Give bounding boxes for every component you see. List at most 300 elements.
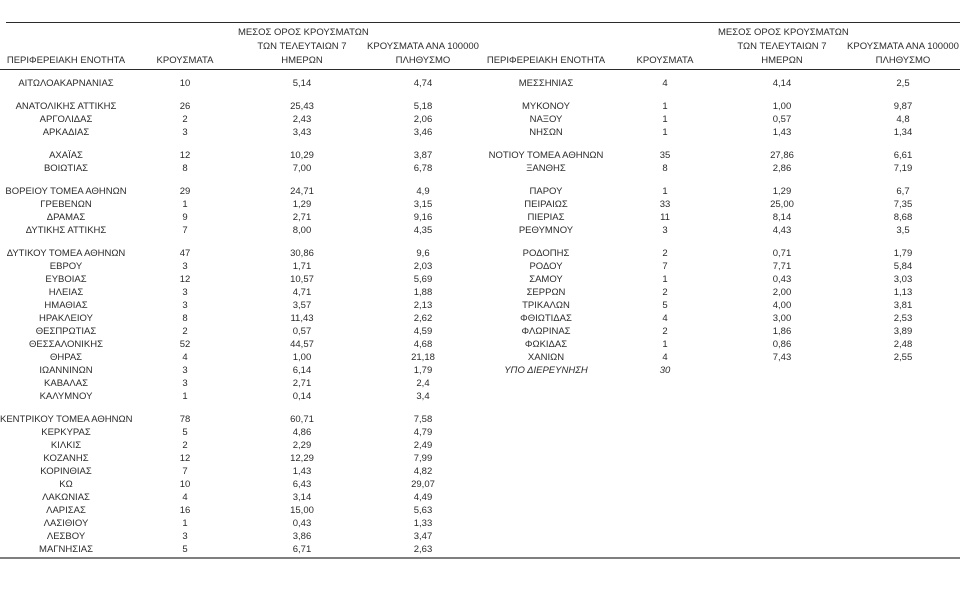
cases-cell-left: 1 [182,199,188,210]
table-row [0,162,960,175]
avg7-cell-right: 1,00 [772,101,792,112]
per100k-cell-left: 2,63 [413,544,433,555]
header-line: ΤΩΝ ΤΕΛΕΥΤΑΙΩΝ 7 [737,41,827,52]
region-name-cell-left: ΛΑΣΙΘΙΟΥ [43,518,89,529]
header-line: ΜΕΣΟΣ ΟΡΟΣ ΚΡΟΥΣΜΑΤΩΝ [718,27,849,38]
cases-cell-left: 5 [182,427,188,438]
per100k-cell-left: 4,59 [413,326,433,337]
cases-cell-right [612,517,718,530]
table-row [0,452,960,465]
header-line: ΗΜΕΡΩΝ [281,55,323,66]
table-row [0,530,960,543]
cases-cell-right [612,530,718,543]
region-name-cell-left: ΚΩ [59,479,73,490]
cases-cell-left: 12 [179,150,191,161]
header-line: ΠΛΗΘΥΣΜΟ [395,55,451,66]
region-name-cell-right: ΦΘΙΩΤΙΔΑΣ [520,313,572,324]
region-name-cell-left: ΚΑΒΑΛΑΣ [44,378,88,389]
table-row [0,517,960,530]
cases-cell-right [612,491,718,504]
per100k-cell-left: 7,99 [413,453,433,464]
cases-cell-right: 1 [662,114,668,125]
per100k-cell-right [846,465,960,478]
header-line: ΜΕΣΟΣ ΟΡΟΣ ΚΡΟΥΣΜΑΤΩΝ [238,27,369,38]
cases-cell-left: 29 [179,186,191,197]
per100k-cell-left: 5,18 [413,101,433,112]
per100k-cell-right [846,377,960,390]
region-name-cell-right [480,413,612,426]
per100k-cell-left: 2,13 [413,300,433,311]
table-row [0,286,960,299]
region-name-cell-right: ΞΑΝΘΗΣ [526,163,566,174]
table-header [0,23,960,70]
header-line: ΠΕΡΙΦΕΡΕΙΑΚΗ ΕΝΟΤΗΤΑ [6,55,126,66]
region-name-cell-left: ΗΛΕΙΑΣ [48,287,84,298]
avg7-cell-right: 7,43 [772,352,792,363]
avg7-cell-left: 5,14 [292,78,312,89]
region-name-cell-right: ΝΟΤΙΟΥ ΤΟΜΕΑ ΑΘΗΝΩΝ [488,150,604,161]
avg7-cell-right: 1,86 [772,326,792,337]
avg7-cell-right: 2,86 [772,163,792,174]
group-gap [0,175,960,185]
avg7-cell-right [718,439,846,452]
per100k-cell-right [846,504,960,517]
region-name-cell-right: ΡΕΘΥΜΝΟΥ [518,225,574,236]
per100k-cell-left: 1,79 [413,365,433,376]
avg7-cell-left: 3,43 [292,127,312,138]
avg7-cell-right [718,530,846,543]
avg7-cell-left: 6,71 [292,544,312,555]
per100k-cell-left: 3,4 [416,391,430,402]
avg7-cell-right [718,504,846,517]
region-name-cell-right [480,377,612,390]
cases-cell-left: 5 [182,544,188,555]
region-name-cell-left: ΓΡΕΒΕΝΩΝ [40,199,92,210]
region-name-cell-right [480,452,612,465]
avg7-cell-right: 2,00 [772,287,792,298]
cases-cell-right: 1 [662,127,668,138]
region-name-cell-left: ΔΥΤΙΚΟΥ ΤΟΜΕΑ ΑΘΗΝΩΝ [6,248,126,259]
cases-cell-left: 7 [182,466,188,477]
region-name-cell-left: ΑΡΚΑΔΙΑΣ [42,127,90,138]
region-name-cell-left: ΗΜΑΘΙΑΣ [44,300,88,311]
avg7-cell-right [718,413,846,426]
cases-cell-left: 47 [179,248,191,259]
avg7-cell-left: 0,14 [292,391,312,402]
avg7-cell-right [718,491,846,504]
cases-cell-right: 4 [662,78,668,89]
header-line: ΚΡΟΥΣΜΑΤΑ ΑΝΑ 100000 [847,41,959,52]
cases-cell-right [612,426,718,439]
region-name-cell-left: ΛΕΣΒΟΥ [46,531,86,542]
per100k-cell-right: 3,03 [893,274,913,285]
cases-cell-left: 78 [179,414,191,425]
table-row [0,211,960,224]
cases-cell-left: 2 [182,114,188,125]
region-name-cell-left: ΚΑΛΥΜΝΟΥ [39,391,93,402]
per100k-cell-left: 3,87 [413,150,433,161]
region-name-cell-left: ΕΒΡΟΥ [49,261,83,272]
cases-cell-left: 3 [182,378,188,389]
avg7-cell-right: 27,86 [770,150,794,161]
per100k-cell-right: 1,79 [893,248,913,259]
per100k-cell-left: 5,69 [413,274,433,285]
header-line: ΚΡΟΥΣΜΑΤΑ [636,55,694,66]
table-row [0,260,960,273]
table-row [0,364,960,377]
per100k-cell-right: 6,61 [893,150,913,161]
avg7-cell-left: 44,57 [290,339,314,350]
per100k-cell-left: 4,35 [413,225,433,236]
avg7-cell-right [718,543,846,556]
per100k-cell-left: 2,06 [413,114,433,125]
per100k-cell-left: 9,6 [416,248,430,259]
region-name-cell-left: ΔΥΤΙΚΗΣ ΑΤΤΙΚΗΣ [25,225,107,236]
per100k-cell-right [846,426,960,439]
per100k-cell-left: 2,49 [413,440,433,451]
col-header-cases-right [612,54,718,68]
avg7-cell-left: 1,71 [292,261,312,272]
header-line: ΚΡΟΥΣΜΑΤΑ [156,55,214,66]
avg7-cell-right: 4,14 [772,78,792,89]
per100k-cell-right: 2,53 [893,313,913,324]
region-name-cell-right: ΧΑΝΙΩΝ [527,352,565,363]
table-row [0,504,960,517]
avg7-cell-left: 4,86 [292,427,312,438]
region-name-cell-left: ΚΟΖΑΝΗΣ [43,453,89,464]
per100k-cell-left: 2,62 [413,313,433,324]
region-name-cell-right: ΠΙΕΡΙΑΣ [527,212,565,223]
region-name-cell-right: ΝΑΞΟΥ [529,114,563,125]
region-name-cell-left: ΑΧΑΪΑΣ [49,150,83,161]
cases-cell-left: 4 [182,352,188,363]
table-row [0,126,960,139]
avg7-cell-right [718,364,846,377]
col-header-avg7-right [718,26,849,68]
per100k-cell-left: 2,4 [416,378,430,389]
avg7-cell-left: 4,71 [292,287,312,298]
region-name-cell-right: ΦΛΩΡΙΝΑΣ [521,326,571,337]
avg7-cell-right: 4,43 [772,225,792,236]
table-row [0,224,960,237]
table-row [0,273,960,286]
per100k-cell-left: 7,58 [413,414,433,425]
region-name-cell-right [480,478,612,491]
cases-cell-right: 7 [662,261,668,272]
col-header-per100k-left [366,40,480,68]
region-name-cell-left: ΑΝΑΤΟΛΙΚΗΣ ΑΤΤΙΚΗΣ [15,101,117,112]
per100k-cell-left: 4,74 [413,78,433,89]
cases-cell-right: 4 [662,313,668,324]
cases-cell-right: 11 [660,212,670,223]
table-row [0,413,960,426]
group-gap [0,139,960,149]
per100k-cell-right: 9,87 [893,101,913,112]
per100k-cell-left: 6,78 [413,163,433,174]
cases-cell-left: 3 [182,261,188,272]
cases-table [0,22,960,559]
region-name-cell-left: ΑΡΓΟΛΙΔΑΣ [39,114,93,125]
cases-cell-right: 5 [662,300,668,311]
avg7-cell-right: 1,43 [772,127,792,138]
col-header-cases-left [132,54,238,68]
avg7-cell-left: 1,29 [292,199,312,210]
per100k-cell-right: 8,68 [893,212,913,223]
table-row [0,491,960,504]
table-row [0,185,960,198]
region-name-cell-left: ΒΟΡΕΙΟΥ ΤΟΜΕΑ ΑΘΗΝΩΝ [5,186,127,197]
header-line: ΗΜΕΡΩΝ [761,55,803,66]
region-name-cell-right: ΡΟΔΟΠΗΣ [522,248,570,259]
cases-cell-left: 1 [182,391,188,402]
table-row [0,149,960,162]
avg7-cell-left: 3,14 [292,492,312,503]
region-name-cell-right [480,543,612,556]
per100k-cell-right: 1,34 [893,127,913,138]
region-name-cell-right [480,426,612,439]
avg7-cell-left: 6,43 [292,479,312,490]
region-name-cell-right: ΡΟΔΟΥ [529,261,563,272]
region-name-cell-right: ΤΡΙΚΑΛΩΝ [522,300,570,311]
avg7-cell-left: 6,14 [292,365,312,376]
avg7-cell-left: 2,43 [292,114,312,125]
table-row [0,351,960,364]
cases-cell-left: 10 [179,78,191,89]
region-name-cell-right: ΣΑΜΟΥ [529,274,563,285]
region-name-cell-right [480,517,612,530]
table-body [0,70,960,556]
avg7-cell-right: 8,14 [772,212,792,223]
header-line: ΤΩΝ ΤΕΛΕΥΤΑΙΩΝ 7 [257,41,347,52]
cases-cell-right [612,439,718,452]
region-name-cell-right [480,465,612,478]
per100k-cell-left: 4,79 [413,427,433,438]
cases-cell-right [612,452,718,465]
cases-cell-right [612,377,718,390]
group-gap [0,403,960,413]
table-row [0,299,960,312]
per100k-cell-right: 2,5 [896,78,910,89]
per100k-cell-right [846,439,960,452]
per100k-cell-left: 3,47 [413,531,433,542]
region-name-cell-left: ΒΟΙΩΤΙΑΣ [43,163,89,174]
cases-cell-right [612,504,718,517]
cases-cell-right: 33 [659,199,671,210]
avg7-cell-left: 10,57 [290,274,314,285]
region-name-cell-left: ΘΕΣΠΡΩΤΙΑΣ [35,326,97,337]
per100k-cell-right [846,543,960,556]
per100k-cell-right: 4,8 [896,114,910,125]
table-bottom-rule [0,557,960,559]
avg7-cell-left: 10,29 [290,150,314,161]
per100k-cell-left: 3,46 [413,127,433,138]
cases-cell-right [612,543,718,556]
region-name-cell-right [480,504,612,517]
col-header-region-left [0,54,132,68]
region-name-cell-left: ΛΑΚΩΝΙΑΣ [42,492,90,503]
region-name-cell-right: ΠΑΡΟΥ [529,186,563,197]
avg7-cell-right: 7,71 [772,261,792,272]
avg7-cell-right: 3,00 [772,313,792,324]
avg7-cell-left: 2,29 [292,440,312,451]
region-name-cell-right: ΜΕΣΣΗΝΙΑΣ [518,78,574,89]
table-row [0,543,960,556]
cases-cell-left: 10 [179,479,191,490]
per100k-cell-left: 9,16 [413,212,433,223]
region-name-cell-left: ΘΕΣΣΑΛΟΝΙΚΗΣ [29,339,103,350]
per100k-cell-right [846,390,960,403]
cases-cell-right: 1 [662,186,668,197]
per100k-cell-left: 3,15 [413,199,433,210]
cases-cell-left: 52 [179,339,191,350]
region-name-cell-left: ΕΥΒΟΙΑΣ [45,274,87,285]
region-name-cell-left: ΛΑΡΙΣΑΣ [46,505,86,516]
avg7-cell-right [718,426,846,439]
table-row [0,426,960,439]
cases-cell-left: 1 [182,518,188,529]
per100k-cell-right: 3,89 [893,326,913,337]
cases-cell-left: 2 [182,326,188,337]
region-name-cell-left: ΑΙΤΩΛΟΑΚΑΡΝΑΝΙΑΣ [18,78,114,89]
cases-cell-right: 1 [662,339,668,350]
col-header-region-right [480,54,612,68]
avg7-cell-right [718,465,846,478]
cases-cell-right: 35 [659,150,671,161]
per100k-cell-left: 1,88 [413,287,433,298]
per100k-cell-left: 4,68 [413,339,433,350]
cases-cell-right: 2 [662,248,668,259]
avg7-cell-left: 0,43 [292,518,312,529]
avg7-cell-left: 1,00 [292,352,312,363]
cases-cell-right [612,413,718,426]
region-name-cell-right: ΥΠΟ ΔΙΕΡΕΥΝΗΣΗ [504,365,588,376]
cases-cell-right: 2 [662,326,668,337]
per100k-cell-left: 2,03 [413,261,433,272]
avg7-cell-left: 3,57 [292,300,312,311]
region-name-cell-left: ΚΙΛΚΙΣ [50,440,82,451]
per100k-cell-left: 1,33 [413,518,433,529]
per100k-cell-right [846,530,960,543]
cases-cell-left: 3 [182,287,188,298]
avg7-cell-left: 2,71 [292,212,312,223]
avg7-cell-left: 11,43 [290,313,314,324]
per100k-cell-right: 3,81 [893,300,913,311]
avg7-cell-left: 25,43 [290,101,314,112]
avg7-cell-left: 12,29 [290,453,314,464]
table-row [0,198,960,211]
avg7-cell-right: 0,71 [772,248,792,259]
per100k-cell-right [846,491,960,504]
per100k-cell-right: 1,13 [893,287,913,298]
header-line: ΠΕΡΙΦΕΡΕΙΑΚΗ ΕΝΟΤΗΤΑ [486,55,606,66]
per100k-cell-left: 4,9 [416,186,430,197]
avg7-cell-left: 2,71 [292,378,312,389]
avg7-cell-left: 8,00 [292,225,312,236]
cases-cell-right: 30 [659,365,671,376]
region-name-cell-left: ΙΩΑΝΝΙΝΩΝ [39,365,93,376]
cases-cell-left: 12 [179,453,191,464]
avg7-cell-left: 24,71 [290,186,314,197]
avg7-cell-right [718,390,846,403]
cases-cell-left: 7 [182,225,188,236]
per100k-cell-left: 4,82 [413,466,433,477]
table-row [0,312,960,325]
table-row [0,439,960,452]
table-row [0,465,960,478]
avg7-cell-left: 0,57 [292,326,312,337]
avg7-cell-right [718,478,846,491]
table-row [0,338,960,351]
region-name-cell-right: ΦΩΚΙΔΑΣ [524,339,568,350]
cases-cell-left: 3 [182,531,188,542]
cases-cell-right: 1 [662,274,668,285]
region-name-cell-left: ΗΡΑΚΛΕΙΟΥ [39,313,93,324]
per100k-cell-left: 29,07 [411,479,435,490]
region-name-cell-right [480,491,612,504]
cases-cell-left: 8 [182,313,188,324]
cases-cell-right: 4 [662,352,668,363]
region-name-cell-right: ΠΕΙΡΑΙΩΣ [524,199,568,210]
group-gap [0,90,960,100]
region-name-cell-right: ΜΥΚΟΝΟΥ [522,101,570,112]
avg7-cell-left: 1,43 [292,466,312,477]
cases-cell-right [612,465,718,478]
header-line: ΠΛΗΘΥΣΜΟ [875,55,931,66]
cases-cell-right: 3 [662,225,668,236]
avg7-cell-right: 0,86 [772,339,792,350]
cases-cell-left: 26 [179,101,191,112]
per100k-cell-right: 6,7 [896,186,910,197]
cases-cell-right [612,390,718,403]
cases-cell-left: 8 [182,163,188,174]
avg7-cell-right [718,517,846,530]
avg7-cell-left: 3,86 [292,531,312,542]
per100k-cell-right [846,517,960,530]
region-name-cell-right: ΣΕΡΡΩΝ [526,287,566,298]
region-name-cell-left: ΘΗΡΑΣ [49,352,83,363]
region-name-cell-left: ΔΡΑΜΑΣ [46,212,86,223]
cases-cell-left: 4 [182,492,188,503]
header-line: ΚΡΟΥΣΜΑΤΑ ΑΝΑ 100000 [367,41,479,52]
cases-cell-right: 2 [662,287,668,298]
per100k-cell-right [846,452,960,465]
avg7-cell-left: 30,86 [290,248,314,259]
per100k-cell-right: 2,48 [893,339,913,350]
table-row [0,247,960,260]
avg7-cell-left: 15,00 [290,505,314,516]
per100k-cell-right [846,364,960,377]
table-row [0,113,960,126]
cases-cell-right: 8 [662,163,668,174]
region-name-cell-left: ΚΕΡΚΥΡΑΣ [41,427,91,438]
avg7-cell-left: 60,71 [290,414,314,425]
avg7-cell-right [718,452,846,465]
table-row [0,377,960,390]
col-header-per100k-right [846,40,960,68]
cases-cell-left: 2 [182,440,188,451]
region-name-cell-right [480,439,612,452]
per100k-cell-right: 7,35 [893,199,913,210]
per100k-cell-left: 4,49 [413,492,433,503]
per100k-cell-left: 5,63 [413,505,433,516]
region-name-cell-left: ΜΑΓΝΗΣΙΑΣ [39,544,93,555]
table-row [0,100,960,113]
cases-cell-left: 12 [179,274,191,285]
region-name-cell-right [480,530,612,543]
per100k-cell-right: 2,55 [893,352,913,363]
avg7-cell-right: 25,00 [770,199,794,210]
cases-cell-left: 3 [182,300,188,311]
